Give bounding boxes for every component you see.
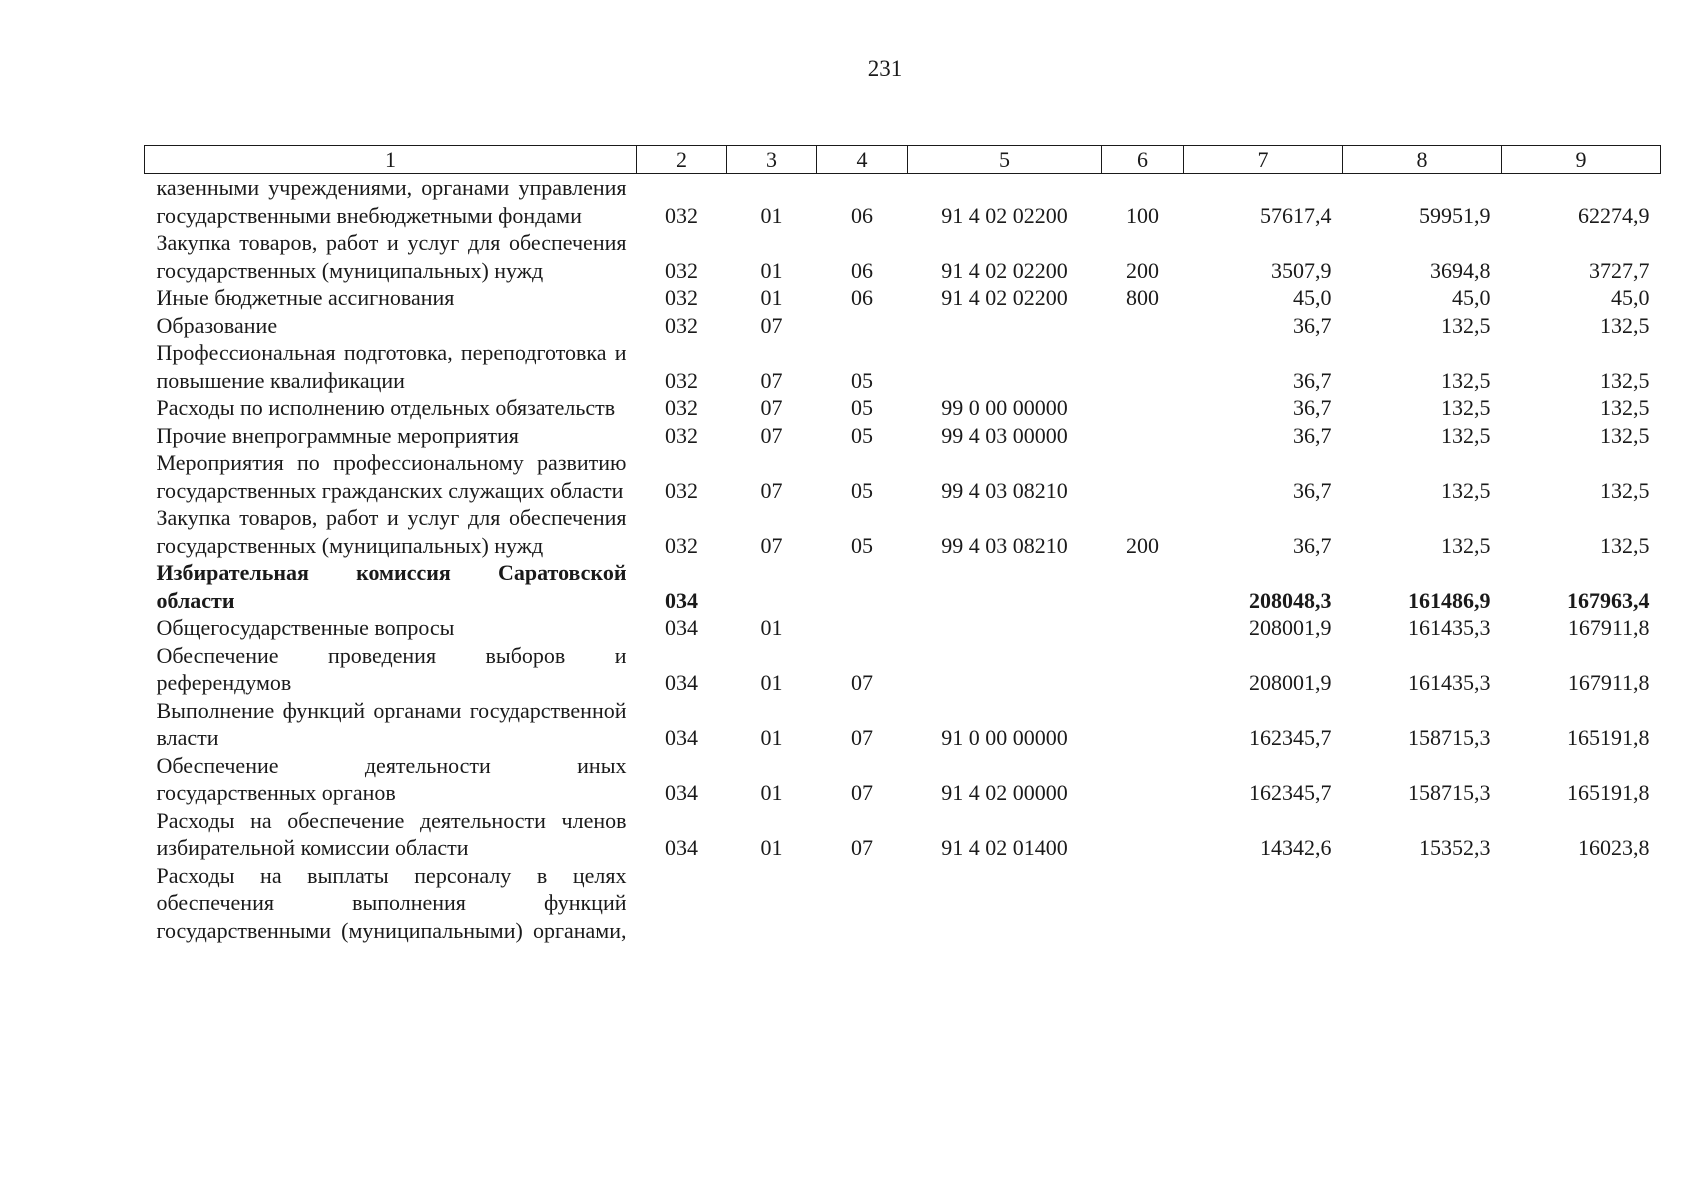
row-name: Расходы на выплаты персоналу в целях обеспечения выполнения функций государственными (муниципальными) органами,	[156, 862, 627, 943]
row-amount-8: 161435,3	[1408, 615, 1491, 640]
row-name: Обеспечение проведения выборов и референдумов	[156, 642, 627, 695]
row-target-article: 99 4 03 00000	[941, 422, 1068, 448]
row-amount-7: 14342,6	[1260, 835, 1332, 860]
row-target-article	[908, 339, 1102, 394]
row-name: Иные бюджетные ассигнования	[156, 285, 455, 310]
row-amount-8: 161435,3	[1408, 670, 1491, 695]
row-empty	[727, 862, 817, 945]
row-admin-code: 032	[665, 257, 698, 283]
row-amount-8: 45,0	[1452, 285, 1491, 310]
row-admin-code: 034	[665, 835, 698, 860]
row-amount-8: 161486,9	[1408, 587, 1491, 613]
row-amount-7: 57617,4	[1260, 202, 1332, 228]
row-subsection	[817, 312, 908, 340]
row-amount-9: 132,5	[1600, 312, 1650, 338]
row-amount-9: 132,5	[1600, 477, 1650, 503]
row-subsection	[817, 559, 908, 614]
row-target-article: 91 4 02 01400	[941, 835, 1068, 860]
row-section: 01	[760, 670, 783, 695]
header-col-7: 7	[1184, 146, 1343, 174]
row-target-article: 91 4 02 02200	[941, 285, 1068, 310]
row-target-article: 99 4 03 08210	[941, 477, 1068, 503]
row-amount-8: 158715,3	[1408, 780, 1491, 805]
row-expense-type: 200	[1126, 257, 1159, 283]
table-row	[145, 229, 1661, 284]
row-amount-7: 36,7	[1293, 395, 1332, 420]
row-amount-7: 208001,9	[1249, 615, 1332, 640]
table-row	[145, 174, 1661, 230]
row-amount-8: 132,5	[1441, 477, 1491, 503]
row-expense-type	[1102, 339, 1184, 394]
row-empty	[637, 862, 727, 945]
header-col-9: 9	[1502, 146, 1661, 174]
page-number: 231	[867, 56, 903, 81]
row-amount-8: 158715,3	[1408, 725, 1491, 750]
row-subsection: 07	[851, 670, 873, 695]
header-col-3: 3	[727, 146, 817, 174]
table-row	[145, 559, 1661, 614]
row-empty	[1343, 862, 1502, 945]
row-amount-9: 132,5	[1600, 395, 1650, 420]
table-row	[145, 504, 1661, 559]
table-row	[145, 284, 1661, 312]
row-amount-7: 3507,9	[1271, 257, 1332, 283]
row-subsection: 06	[851, 202, 873, 228]
table-header	[145, 146, 1661, 174]
row-expense-type	[1102, 422, 1184, 450]
row-amount-7: 162345,7	[1249, 725, 1332, 750]
row-amount-9: 62274,9	[1578, 202, 1650, 228]
row-amount-9: 3727,7	[1589, 257, 1650, 283]
row-section	[727, 559, 817, 614]
header-col-6: 6	[1102, 146, 1184, 174]
table-row	[145, 807, 1661, 862]
row-section: 07	[760, 477, 783, 503]
row-subsection: 06	[851, 285, 873, 310]
row-amount-9: 16023,8	[1578, 835, 1650, 860]
row-section: 07	[760, 422, 783, 448]
row-expense-type	[1102, 697, 1184, 752]
row-name: Избирательная комиссия Саратовской области	[156, 560, 627, 613]
row-empty	[1102, 862, 1184, 945]
row-name: Мероприятия по профессиональному развитию государственных гражданских служащих области	[156, 450, 627, 503]
row-expense-type: 200	[1126, 532, 1159, 558]
row-name: Закупка товаров, работ и услуг для обеспечения государственных (муниципальных) нужд	[156, 230, 627, 283]
row-admin-code: 034	[665, 615, 698, 640]
row-amount-9: 167963,4	[1567, 587, 1650, 613]
row-name: Расходы по исполнению отдельных обязательств	[156, 395, 616, 420]
row-name: Закупка товаров, работ и услуг для обеспечения государственных (муниципальных) нужд	[156, 505, 627, 558]
row-admin-code: 032	[665, 532, 698, 558]
row-expense-type	[1102, 642, 1184, 697]
row-amount-7: 36,7	[1293, 477, 1332, 503]
row-admin-code: 032	[665, 202, 698, 228]
row-admin-code: 034	[665, 587, 698, 613]
table-row	[145, 394, 1661, 422]
table-row	[145, 449, 1661, 504]
row-section: 01	[760, 285, 783, 310]
row-target-article	[908, 642, 1102, 697]
row-admin-code: 032	[665, 367, 698, 393]
row-target-article: 91 4 02 02200	[941, 257, 1068, 283]
row-name: Прочие внепрограммные мероприятия	[156, 422, 519, 448]
row-amount-8: 132,5	[1441, 532, 1491, 558]
row-admin-code: 034	[665, 670, 698, 695]
header-col-4: 4	[817, 146, 908, 174]
row-empty	[908, 862, 1102, 945]
table-row	[145, 642, 1661, 697]
row-amount-7: 36,7	[1293, 532, 1332, 558]
row-subsection: 07	[851, 835, 873, 860]
row-section: 01	[760, 615, 783, 640]
row-subsection	[817, 614, 908, 642]
row-section: 07	[760, 395, 783, 420]
row-section: 01	[760, 725, 783, 750]
row-amount-8: 15352,3	[1419, 835, 1491, 860]
row-target-article	[908, 312, 1102, 340]
row-admin-code: 034	[665, 780, 698, 805]
row-amount-7: 36,7	[1293, 422, 1332, 448]
row-amount-9: 167911,8	[1567, 615, 1650, 640]
row-expense-type	[1102, 807, 1184, 862]
row-target-article: 99 0 00 00000	[941, 395, 1068, 420]
row-amount-9: 132,5	[1600, 367, 1650, 393]
header-col-5: 5	[908, 146, 1102, 174]
row-amount-7: 36,7	[1293, 367, 1332, 393]
row-amount-7: 162345,7	[1249, 780, 1332, 805]
row-expense-type	[1102, 752, 1184, 807]
row-expense-type	[1102, 614, 1184, 642]
row-target-article	[908, 614, 1102, 642]
row-empty	[1184, 862, 1343, 945]
row-amount-9: 167911,8	[1567, 670, 1650, 695]
row-subsection: 07	[851, 725, 873, 750]
row-subsection: 07	[851, 780, 873, 805]
row-name: Расходы на обеспечение деятельности членов избирательной комиссии области	[156, 807, 627, 860]
row-name: Выполнение функций органами государственной власти	[156, 697, 627, 750]
row-name: Обеспечение деятельности иных государственных органов	[156, 752, 627, 805]
row-subsection: 05	[851, 395, 873, 420]
row-name: казенными учреждениями, органами управления государственными внебюджетными фондами	[156, 175, 627, 228]
row-admin-code: 032	[665, 477, 698, 503]
row-expense-type: 800	[1126, 285, 1159, 310]
table-row	[145, 697, 1661, 752]
row-amount-7: 208001,9	[1249, 670, 1332, 695]
row-subsection: 05	[851, 422, 873, 448]
table-row	[145, 422, 1661, 450]
row-expense-type	[1102, 559, 1184, 614]
table-row	[145, 339, 1661, 394]
row-subsection: 05	[851, 532, 873, 558]
row-expense-type: 100	[1126, 202, 1159, 228]
row-amount-8: 59951,9	[1419, 202, 1491, 228]
row-section: 07	[760, 312, 783, 338]
row-target-article: 91 4 02 02200	[941, 202, 1068, 228]
row-subsection: 05	[851, 367, 873, 393]
header-row	[145, 146, 1661, 174]
row-section: 07	[760, 367, 783, 393]
row-subsection: 05	[851, 477, 873, 503]
row-empty	[1502, 862, 1661, 945]
row-amount-8: 3694,8	[1430, 257, 1491, 283]
budget-table	[144, 145, 1661, 944]
row-name: Общегосударственные вопросы	[156, 615, 455, 640]
row-amount-8: 132,5	[1441, 422, 1491, 448]
row-amount-9: 165191,8	[1567, 780, 1650, 805]
row-section: 01	[760, 835, 783, 860]
table-row	[145, 752, 1661, 807]
row-section: 01	[760, 257, 783, 283]
row-amount-9: 132,5	[1600, 532, 1650, 558]
row-admin-code: 032	[665, 285, 698, 310]
table-row-trailing	[145, 862, 1661, 945]
row-subsection: 06	[851, 257, 873, 283]
row-expense-type	[1102, 394, 1184, 422]
row-name: Образование	[156, 312, 278, 338]
table-row	[145, 312, 1661, 340]
row-section: 01	[760, 780, 783, 805]
row-amount-7: 45,0	[1293, 285, 1332, 310]
row-amount-8: 132,5	[1441, 367, 1491, 393]
row-section: 01	[760, 202, 783, 228]
row-amount-9: 165191,8	[1567, 725, 1650, 750]
row-expense-type	[1102, 449, 1184, 504]
row-amount-7: 36,7	[1293, 312, 1332, 338]
row-target-article: 91 0 00 00000	[941, 725, 1068, 750]
row-expense-type	[1102, 312, 1184, 340]
row-amount-8: 132,5	[1441, 395, 1491, 420]
table-body	[145, 174, 1661, 945]
row-target-article: 91 4 02 00000	[941, 780, 1068, 805]
row-admin-code: 032	[665, 395, 698, 420]
row-amount-8: 132,5	[1441, 312, 1491, 338]
row-empty	[817, 862, 908, 945]
row-amount-7: 208048,3	[1249, 587, 1332, 613]
table-row	[145, 614, 1661, 642]
row-admin-code: 032	[665, 422, 698, 448]
row-target-article	[908, 559, 1102, 614]
header-col-1: 1	[145, 146, 637, 174]
row-amount-9: 45,0	[1611, 285, 1650, 310]
row-name: Профессиональная подготовка, переподготовка и повышение квалификации	[156, 340, 627, 393]
header-col-2: 2	[637, 146, 727, 174]
header-col-8: 8	[1343, 146, 1502, 174]
row-amount-9: 132,5	[1600, 422, 1650, 448]
row-target-article: 99 4 03 08210	[941, 532, 1068, 558]
row-section: 07	[760, 532, 783, 558]
row-admin-code: 034	[665, 725, 698, 750]
row-admin-code: 032	[665, 312, 698, 338]
